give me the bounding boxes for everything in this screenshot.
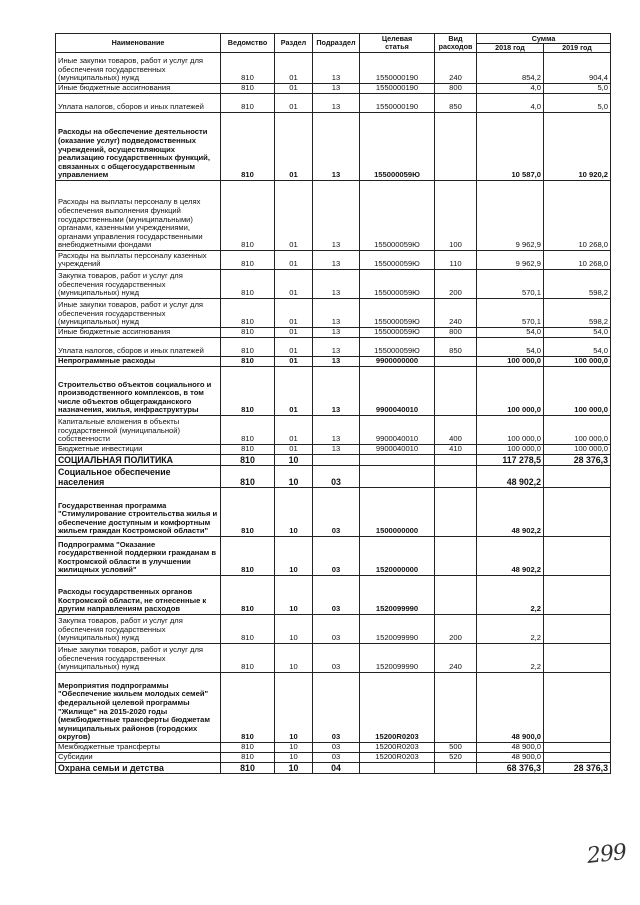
cell-sum-2019: 10 268,0 bbox=[544, 251, 611, 270]
table-row bbox=[56, 416, 611, 445]
cell-sum-2019: 10 268,0 bbox=[544, 181, 611, 251]
cell-razdel: 10 bbox=[275, 615, 313, 644]
cell-vid-rashodov: 100 bbox=[435, 181, 477, 251]
cell-name: Иные бюджетные ассигнования bbox=[56, 84, 221, 94]
cell-vedomstvo: 810 bbox=[221, 537, 275, 576]
cell-name: Расходы государственных органов Костромской области, не отнесенные к другим направлениям расходов bbox=[56, 576, 221, 615]
cell-podrazdel: 13 bbox=[313, 416, 360, 445]
table-row bbox=[56, 181, 611, 251]
cell-celevaya-statya: 1500000000 bbox=[360, 488, 435, 537]
header-vid-line1: Вид bbox=[448, 34, 463, 43]
cell-sum-2018: 854,2 bbox=[477, 53, 544, 84]
cell-name: Иные бюджетные ассигнования bbox=[56, 328, 221, 338]
cell-podrazdel: 13 bbox=[313, 357, 360, 367]
cell-sum-2019: 100 000,0 bbox=[544, 367, 611, 416]
table-row bbox=[56, 455, 611, 466]
table-row bbox=[56, 673, 611, 743]
table-row bbox=[56, 763, 611, 774]
cell-sum-2019: 100 000,0 bbox=[544, 416, 611, 445]
cell-name: Иные закупки товаров, работ и услуг для обеспечения государственных (муниципальных) нужд bbox=[56, 299, 221, 328]
cell-sum-2018: 48 900,0 bbox=[477, 753, 544, 763]
cell-sum-2018: 48 900,0 bbox=[477, 743, 544, 753]
cell-vedomstvo: 810 bbox=[221, 763, 275, 774]
table-row bbox=[56, 357, 611, 367]
cell-podrazdel: 13 bbox=[313, 445, 360, 455]
cell-razdel: 01 bbox=[275, 299, 313, 328]
table-row bbox=[56, 299, 611, 328]
cell-podrazdel: 03 bbox=[313, 488, 360, 537]
cell-sum-2018: 4,0 bbox=[477, 94, 544, 113]
table-row bbox=[56, 328, 611, 338]
cell-vedomstvo: 810 bbox=[221, 328, 275, 338]
cell-razdel: 01 bbox=[275, 328, 313, 338]
cell-sum-2019 bbox=[544, 488, 611, 537]
cell-celevaya-statya: 1520000000 bbox=[360, 537, 435, 576]
cell-vid-rashodov: 500 bbox=[435, 743, 477, 753]
cell-razdel: 01 bbox=[275, 53, 313, 84]
cell-sum-2019 bbox=[544, 576, 611, 615]
cell-sum-2019: 54,0 bbox=[544, 338, 611, 357]
cell-celevaya-statya: 1520099990 bbox=[360, 644, 435, 673]
cell-vedomstvo: 810 bbox=[221, 644, 275, 673]
cell-podrazdel: 13 bbox=[313, 53, 360, 84]
cell-name: Государственная программа "Стимулирование строительства жилья и обеспечение доступным и комфортным жильем граждан Костромской области" bbox=[56, 488, 221, 537]
cell-vid-rashodov: 240 bbox=[435, 644, 477, 673]
cell-razdel: 10 bbox=[275, 537, 313, 576]
cell-vid-rashodov bbox=[435, 576, 477, 615]
cell-vid-rashodov: 110 bbox=[435, 251, 477, 270]
cell-vid-rashodov bbox=[435, 113, 477, 181]
cell-razdel: 01 bbox=[275, 181, 313, 251]
cell-sum-2018: 100 000,0 bbox=[477, 416, 544, 445]
cell-vid-rashodov bbox=[435, 357, 477, 367]
cell-podrazdel: 13 bbox=[313, 251, 360, 270]
cell-vedomstvo: 810 bbox=[221, 743, 275, 753]
cell-sum-2018: 570,1 bbox=[477, 299, 544, 328]
cell-vid-rashodov bbox=[435, 367, 477, 416]
cell-celevaya-statya: 1550000190 bbox=[360, 94, 435, 113]
cell-celevaya-statya: 9900000000 bbox=[360, 357, 435, 367]
cell-sum-2019: 10 920,2 bbox=[544, 113, 611, 181]
cell-vid-rashodov: 850 bbox=[435, 338, 477, 357]
cell-sum-2019: 5,0 bbox=[544, 94, 611, 113]
cell-sum-2018: 48 902,2 bbox=[477, 466, 544, 488]
cell-vedomstvo: 810 bbox=[221, 84, 275, 94]
cell-celevaya-statya: 155000059Ю bbox=[360, 113, 435, 181]
cell-razdel: 10 bbox=[275, 455, 313, 466]
page-number-handwritten: 299 bbox=[585, 840, 628, 869]
table-row bbox=[56, 84, 611, 94]
cell-name: Социальное обеспечение населения bbox=[56, 466, 221, 488]
cell-sum-2019 bbox=[544, 673, 611, 743]
cell-razdel: 01 bbox=[275, 270, 313, 299]
cell-sum-2018: 100 000,0 bbox=[477, 367, 544, 416]
cell-sum-2018: 48 902,2 bbox=[477, 488, 544, 537]
cell-sum-2018: 2,2 bbox=[477, 576, 544, 615]
cell-razdel: 01 bbox=[275, 94, 313, 113]
cell-podrazdel: 03 bbox=[313, 644, 360, 673]
cell-celevaya-statya bbox=[360, 455, 435, 466]
cell-sum-2018: 4,0 bbox=[477, 84, 544, 94]
cell-sum-2019: 598,2 bbox=[544, 299, 611, 328]
cell-podrazdel: 13 bbox=[313, 299, 360, 328]
header-celevaya-line2: статья bbox=[385, 42, 409, 51]
cell-vedomstvo: 810 bbox=[221, 270, 275, 299]
cell-name: Уплата налогов, сборов и иных платежей bbox=[56, 94, 221, 113]
cell-name: Закупка товаров, работ и услуг для обеспечения государственных (муниципальных) нужд bbox=[56, 270, 221, 299]
cell-podrazdel bbox=[313, 455, 360, 466]
cell-name: Строительство объектов социального и производственного комплексов, в том числе объектов общегражданского назначения, жилья, инфраструктуры bbox=[56, 367, 221, 416]
cell-vid-rashodov: 200 bbox=[435, 270, 477, 299]
cell-name: Расходы на выплаты персоналу казенных учреждений bbox=[56, 251, 221, 270]
cell-sum-2019: 28 376,3 bbox=[544, 763, 611, 774]
header-vid-line2: расходов bbox=[438, 42, 473, 51]
cell-celevaya-statya: 155000059Ю bbox=[360, 328, 435, 338]
cell-celevaya-statya: 1520099990 bbox=[360, 576, 435, 615]
cell-sum-2018: 10 587,0 bbox=[477, 113, 544, 181]
cell-sum-2018: 9 962,9 bbox=[477, 181, 544, 251]
cell-name: Непрограммные расходы bbox=[56, 357, 221, 367]
cell-sum-2018: 117 278,5 bbox=[477, 455, 544, 466]
cell-razdel: 01 bbox=[275, 338, 313, 357]
cell-vedomstvo: 810 bbox=[221, 576, 275, 615]
cell-name: Субсидии bbox=[56, 753, 221, 763]
cell-name: СОЦИАЛЬНАЯ ПОЛИТИКА bbox=[56, 455, 221, 466]
cell-vid-rashodov bbox=[435, 455, 477, 466]
cell-razdel: 10 bbox=[275, 644, 313, 673]
cell-podrazdel: 03 bbox=[313, 466, 360, 488]
cell-podrazdel: 13 bbox=[313, 181, 360, 251]
header-year-2018: 2018 год bbox=[477, 44, 544, 53]
cell-sum-2019: 100 000,0 bbox=[544, 445, 611, 455]
cell-podrazdel: 03 bbox=[313, 537, 360, 576]
cell-name: Иные закупки товаров, работ и услуг для обеспечения государственных (муниципальных) нужд bbox=[56, 644, 221, 673]
cell-sum-2019: 598,2 bbox=[544, 270, 611, 299]
cell-celevaya-statya: 15200R0203 bbox=[360, 673, 435, 743]
cell-vid-rashodov: 400 bbox=[435, 416, 477, 445]
cell-vedomstvo: 810 bbox=[221, 367, 275, 416]
cell-podrazdel: 13 bbox=[313, 328, 360, 338]
budget-rows bbox=[56, 53, 611, 774]
header-celevaya-line1: Целевая bbox=[381, 34, 413, 43]
cell-vedomstvo: 810 bbox=[221, 53, 275, 84]
cell-celevaya-statya: 15200R0203 bbox=[360, 743, 435, 753]
cell-name: Расходы на обеспечение деятельности (оказание услуг) подведомственных учреждений, осуществляющих реализацию государственных функций, связанных с общегосударственным управлением bbox=[56, 113, 221, 181]
cell-razdel: 10 bbox=[275, 743, 313, 753]
cell-vid-rashodov: 240 bbox=[435, 299, 477, 328]
cell-celevaya-statya: 155000059Ю bbox=[360, 270, 435, 299]
cell-razdel: 01 bbox=[275, 84, 313, 94]
cell-razdel: 10 bbox=[275, 466, 313, 488]
cell-name: Иные закупки товаров, работ и услуг для обеспечения государственных (муниципальных) нужд bbox=[56, 53, 221, 84]
cell-vedomstvo: 810 bbox=[221, 445, 275, 455]
cell-podrazdel: 03 bbox=[313, 615, 360, 644]
cell-sum-2018: 9 962,9 bbox=[477, 251, 544, 270]
budget-table bbox=[55, 33, 611, 774]
cell-name: Мероприятия подпрограммы "Обеспечение жильем молодых семей" федеральной целевой программы "Жилище" на 2015-2020 годы (межбюджетные трансферты бюджетам муниципальных районов (городских округов) bbox=[56, 673, 221, 743]
cell-celevaya-statya bbox=[360, 763, 435, 774]
cell-sum-2019 bbox=[544, 537, 611, 576]
cell-sum-2018: 54,0 bbox=[477, 328, 544, 338]
table-row bbox=[56, 466, 611, 488]
cell-celevaya-statya: 155000059Ю bbox=[360, 181, 435, 251]
cell-razdel: 10 bbox=[275, 763, 313, 774]
cell-vid-rashodov bbox=[435, 488, 477, 537]
table-row bbox=[56, 576, 611, 615]
cell-vedomstvo: 810 bbox=[221, 181, 275, 251]
cell-vid-rashodov: 800 bbox=[435, 84, 477, 94]
table-row bbox=[56, 615, 611, 644]
cell-vedomstvo: 810 bbox=[221, 753, 275, 763]
cell-razdel: 01 bbox=[275, 445, 313, 455]
cell-vid-rashodov bbox=[435, 537, 477, 576]
cell-sum-2018: 2,2 bbox=[477, 615, 544, 644]
cell-vedomstvo: 810 bbox=[221, 299, 275, 328]
table-row bbox=[56, 488, 611, 537]
cell-celevaya-statya: 155000059Ю bbox=[360, 251, 435, 270]
cell-razdel: 01 bbox=[275, 416, 313, 445]
cell-podrazdel: 13 bbox=[313, 113, 360, 181]
cell-sum-2018: 54,0 bbox=[477, 338, 544, 357]
cell-sum-2019: 54,0 bbox=[544, 328, 611, 338]
table-row bbox=[56, 338, 611, 357]
header-year-2019: 2019 год bbox=[544, 44, 611, 53]
table-row bbox=[56, 743, 611, 753]
cell-razdel: 01 bbox=[275, 367, 313, 416]
cell-sum-2019: 100 000,0 bbox=[544, 357, 611, 367]
cell-vedomstvo: 810 bbox=[221, 673, 275, 743]
cell-razdel: 10 bbox=[275, 753, 313, 763]
cell-celevaya-statya: 9900040010 bbox=[360, 445, 435, 455]
cell-sum-2018: 100 000,0 bbox=[477, 357, 544, 367]
cell-vedomstvo: 810 bbox=[221, 113, 275, 181]
cell-sum-2019 bbox=[544, 615, 611, 644]
cell-podrazdel: 13 bbox=[313, 84, 360, 94]
table-row bbox=[56, 270, 611, 299]
table-row bbox=[56, 644, 611, 673]
cell-podrazdel: 03 bbox=[313, 743, 360, 753]
cell-sum-2018: 570,1 bbox=[477, 270, 544, 299]
cell-name: Охрана семьи и детства bbox=[56, 763, 221, 774]
cell-name: Расходы на выплаты персоналу в целях обеспечения выполнения функций государственными (муниципальными) органами, казенными учреждениями, органами управления государственными внебюджетными фондами bbox=[56, 181, 221, 251]
table-row bbox=[56, 53, 611, 84]
header-name: Наименование bbox=[56, 34, 221, 53]
cell-celevaya-statya: 15200R0203 bbox=[360, 753, 435, 763]
header-vid-rashodov bbox=[435, 34, 477, 53]
table-row bbox=[56, 113, 611, 181]
cell-celevaya-statya: 155000059Ю bbox=[360, 338, 435, 357]
cell-razdel: 01 bbox=[275, 357, 313, 367]
cell-podrazdel: 13 bbox=[313, 367, 360, 416]
cell-vedomstvo: 810 bbox=[221, 251, 275, 270]
cell-vedomstvo: 810 bbox=[221, 488, 275, 537]
cell-sum-2019 bbox=[544, 753, 611, 763]
cell-vedomstvo: 810 bbox=[221, 615, 275, 644]
cell-podrazdel: 03 bbox=[313, 753, 360, 763]
cell-razdel: 10 bbox=[275, 673, 313, 743]
cell-celevaya-statya: 1550000190 bbox=[360, 53, 435, 84]
cell-vid-rashodov: 200 bbox=[435, 615, 477, 644]
cell-sum-2019 bbox=[544, 743, 611, 753]
cell-vid-rashodov bbox=[435, 673, 477, 743]
cell-vid-rashodov bbox=[435, 466, 477, 488]
cell-name: Уплата налогов, сборов и иных платежей bbox=[56, 338, 221, 357]
cell-sum-2018: 68 376,3 bbox=[477, 763, 544, 774]
cell-name: Бюджетные инвестиции bbox=[56, 445, 221, 455]
cell-vedomstvo: 810 bbox=[221, 416, 275, 445]
cell-name: Закупка товаров, работ и услуг для обеспечения государственных (муниципальных) нужд bbox=[56, 615, 221, 644]
cell-celevaya-statya: 1550000190 bbox=[360, 84, 435, 94]
cell-sum-2019: 904,4 bbox=[544, 53, 611, 84]
cell-vedomstvo: 810 bbox=[221, 94, 275, 113]
cell-vedomstvo: 810 bbox=[221, 455, 275, 466]
cell-razdel: 10 bbox=[275, 576, 313, 615]
cell-podrazdel: 13 bbox=[313, 94, 360, 113]
cell-sum-2019 bbox=[544, 644, 611, 673]
cell-name: Капитальные вложения в объекты государственной (муниципальной) собственности bbox=[56, 416, 221, 445]
cell-vid-rashodov: 850 bbox=[435, 94, 477, 113]
cell-vid-rashodov: 240 bbox=[435, 53, 477, 84]
cell-podrazdel: 04 bbox=[313, 763, 360, 774]
table-row bbox=[56, 445, 611, 455]
cell-vid-rashodov: 410 bbox=[435, 445, 477, 455]
header-summa: Сумма bbox=[477, 34, 611, 44]
cell-podrazdel: 03 bbox=[313, 576, 360, 615]
cell-podrazdel: 13 bbox=[313, 270, 360, 299]
table-row bbox=[56, 251, 611, 270]
cell-sum-2018: 48 902,2 bbox=[477, 537, 544, 576]
cell-sum-2018: 2,2 bbox=[477, 644, 544, 673]
table-row bbox=[56, 367, 611, 416]
cell-razdel: 10 bbox=[275, 488, 313, 537]
cell-celevaya-statya: 9900040010 bbox=[360, 416, 435, 445]
cell-celevaya-statya: 155000059Ю bbox=[360, 299, 435, 328]
cell-vedomstvo: 810 bbox=[221, 466, 275, 488]
header-podrazdel: Подраздел bbox=[313, 34, 360, 53]
cell-sum-2018: 100 000,0 bbox=[477, 445, 544, 455]
cell-sum-2019: 5,0 bbox=[544, 84, 611, 94]
cell-sum-2019 bbox=[544, 466, 611, 488]
table-row bbox=[56, 94, 611, 113]
cell-sum-2018: 48 900,0 bbox=[477, 673, 544, 743]
cell-vedomstvo: 810 bbox=[221, 338, 275, 357]
header-vedomstvo: Ведомство bbox=[221, 34, 275, 53]
cell-vid-rashodov: 520 bbox=[435, 753, 477, 763]
cell-vedomstvo: 810 bbox=[221, 357, 275, 367]
cell-celevaya-statya bbox=[360, 466, 435, 488]
cell-name: Подпрограмма "Оказание государственной поддержки гражданам в Костромской области в улучшении жилищных условий" bbox=[56, 537, 221, 576]
cell-name: Межбюджетные трансферты bbox=[56, 743, 221, 753]
header-celevaya-statya bbox=[360, 34, 435, 53]
cell-razdel: 01 bbox=[275, 251, 313, 270]
cell-celevaya-statya: 1520099990 bbox=[360, 615, 435, 644]
cell-vid-rashodov: 800 bbox=[435, 328, 477, 338]
cell-celevaya-statya: 9900040010 bbox=[360, 367, 435, 416]
cell-podrazdel: 13 bbox=[313, 338, 360, 357]
cell-sum-2019: 28 376,3 bbox=[544, 455, 611, 466]
cell-razdel: 01 bbox=[275, 113, 313, 181]
table-row bbox=[56, 753, 611, 763]
table-row bbox=[56, 537, 611, 576]
cell-podrazdel: 03 bbox=[313, 673, 360, 743]
cell-vid-rashodov bbox=[435, 763, 477, 774]
header-razdel: Раздел bbox=[275, 34, 313, 53]
